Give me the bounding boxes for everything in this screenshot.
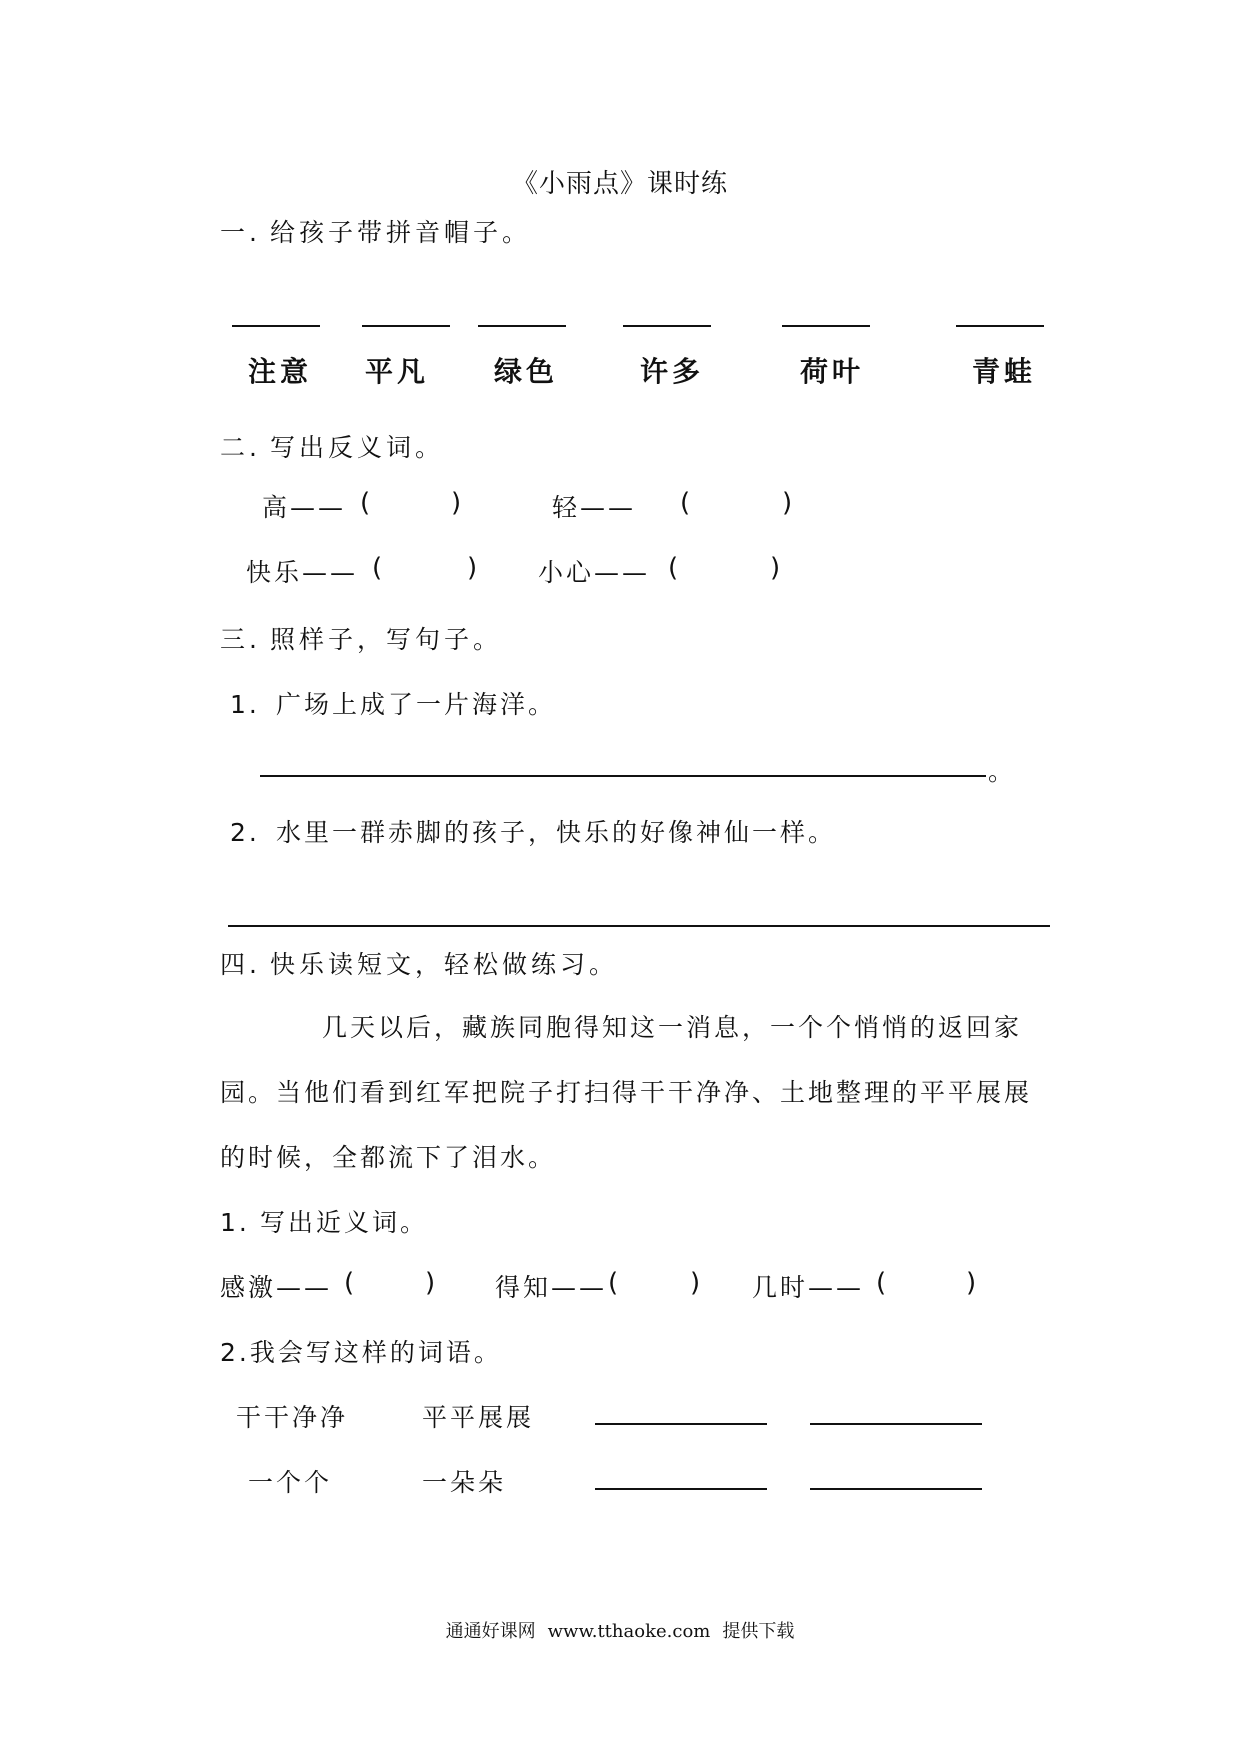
antonym-close-paren: ) <box>451 488 462 518</box>
pinyin-blank-5[interactable] <box>782 325 870 327</box>
section-2-number: 二. <box>220 433 261 462</box>
passage-line: 几天以后，藏族同胞得知这一消息，一个个悄悄的返回家 <box>322 1013 1023 1042</box>
footer-url[interactable]: www.tthaoke.com <box>547 1621 711 1642</box>
synonym-word: 感激—— <box>220 1273 333 1302</box>
sentence-question-2 <box>230 813 836 849</box>
word-blank-3[interactable] <box>595 1488 767 1490</box>
pinyin-blank-6[interactable] <box>956 325 1044 327</box>
synonym-word: 几时—— <box>752 1273 865 1302</box>
antonym-item <box>262 488 346 524</box>
word-blank-4[interactable] <box>810 1488 982 1490</box>
antonym-word: 轻—— <box>552 493 637 522</box>
word-blank-1[interactable] <box>595 1423 767 1425</box>
section-2-title: 写出反义词。 <box>270 433 445 462</box>
passage-line: 的时候，全都流下了泪水。 <box>220 1143 557 1172</box>
pinyin-word: 绿色 <box>494 355 559 388</box>
question-text: 写出近义词。 <box>260 1208 429 1237</box>
antonym-answer-1[interactable] <box>378 490 448 522</box>
pinyin-blank-1[interactable] <box>232 325 320 327</box>
antonym-answer-3[interactable] <box>390 555 464 587</box>
pinyin-word: 注意 <box>248 355 313 388</box>
antonym-open-paren: ( <box>360 488 371 518</box>
synonym-word: 得知—— <box>495 1273 608 1302</box>
antonym-open-paren: ( <box>680 488 691 518</box>
section-3-heading <box>220 620 502 656</box>
footer-site-name: 通通好课网 <box>445 1621 536 1642</box>
sentence-question-1 <box>230 685 556 721</box>
pinyin-blank-3[interactable] <box>478 325 566 327</box>
section-1-heading <box>220 213 531 249</box>
answer-line-period: 。 <box>988 757 1017 786</box>
footer-suffix: 提供下载 <box>722 1621 795 1642</box>
pinyin-word: 荷叶 <box>800 355 865 388</box>
antonym-close-paren: ) <box>467 553 478 583</box>
section-2-heading <box>220 428 444 464</box>
antonym-word: 快乐—— <box>246 558 359 587</box>
antonym-item <box>552 488 636 524</box>
antonym-answer-4[interactable] <box>686 555 766 587</box>
antonym-close-paren: ) <box>782 488 793 518</box>
answer-line-1[interactable] <box>260 775 986 777</box>
section-1-number: 一. <box>220 218 261 247</box>
example-word: 干干净净 <box>236 1403 349 1432</box>
synonym-close-paren: ) <box>966 1268 977 1298</box>
question-text: 广场上成了一片海洋。 <box>276 690 557 719</box>
pinyin-blank-2[interactable] <box>362 325 450 327</box>
question-number: 2. <box>230 818 260 847</box>
antonym-open-paren: ( <box>668 553 679 583</box>
synonym-open-paren: ( <box>876 1268 887 1298</box>
question-number: 1. <box>230 690 260 719</box>
synonym-answer-2[interactable] <box>626 1270 686 1302</box>
word-pattern-question: 2.我会写这样的词语。 <box>220 1338 502 1367</box>
footer <box>0 1617 1240 1643</box>
example-word: 一朵朵 <box>422 1468 507 1497</box>
antonym-word: 高—— <box>262 493 347 522</box>
example-word: 一个个 <box>248 1468 333 1497</box>
synonym-close-paren: ) <box>425 1268 436 1298</box>
antonym-close-paren: ) <box>770 553 781 583</box>
section-4-number: 四. <box>220 950 261 979</box>
question-text: 水里一群赤脚的孩子，快乐的好像神仙一样。 <box>276 818 837 847</box>
question-number: 1. <box>220 1208 250 1237</box>
pinyin-blank-4[interactable] <box>623 325 711 327</box>
synonym-open-paren: ( <box>344 1268 355 1298</box>
synonym-question <box>220 1203 428 1239</box>
synonym-answer-1[interactable] <box>362 1270 422 1302</box>
pinyin-word: 青蛙 <box>972 355 1037 388</box>
section-4-heading <box>220 945 618 981</box>
antonym-word: 小心—— <box>538 558 651 587</box>
passage-line: 园。当他们看到红军把院子打扫得干干净净、土地整理的平平展展 <box>220 1078 1033 1107</box>
antonym-item <box>246 553 358 589</box>
pinyin-word: 平凡 <box>365 355 430 388</box>
example-word: 平平展展 <box>422 1403 535 1432</box>
antonym-answer-2[interactable] <box>698 490 778 522</box>
synonym-answer-3[interactable] <box>894 1270 954 1302</box>
word-blank-2[interactable] <box>810 1423 982 1425</box>
page-title: 《小雨点》课时练 <box>511 169 728 199</box>
section-3-number: 三. <box>220 625 261 654</box>
pinyin-word: 许多 <box>640 355 705 388</box>
section-4-title: 快乐读短文，轻松做练习。 <box>270 950 619 979</box>
section-1-title: 给孩子带拼音帽子。 <box>270 218 532 247</box>
antonym-open-paren: ( <box>372 553 383 583</box>
answer-line-2[interactable] <box>228 925 1050 927</box>
antonym-item <box>538 553 650 589</box>
section-3-title: 照样子，写句子。 <box>270 625 503 654</box>
synonym-close-paren: ) <box>690 1268 701 1298</box>
synonym-open-paren: ( <box>608 1268 619 1298</box>
